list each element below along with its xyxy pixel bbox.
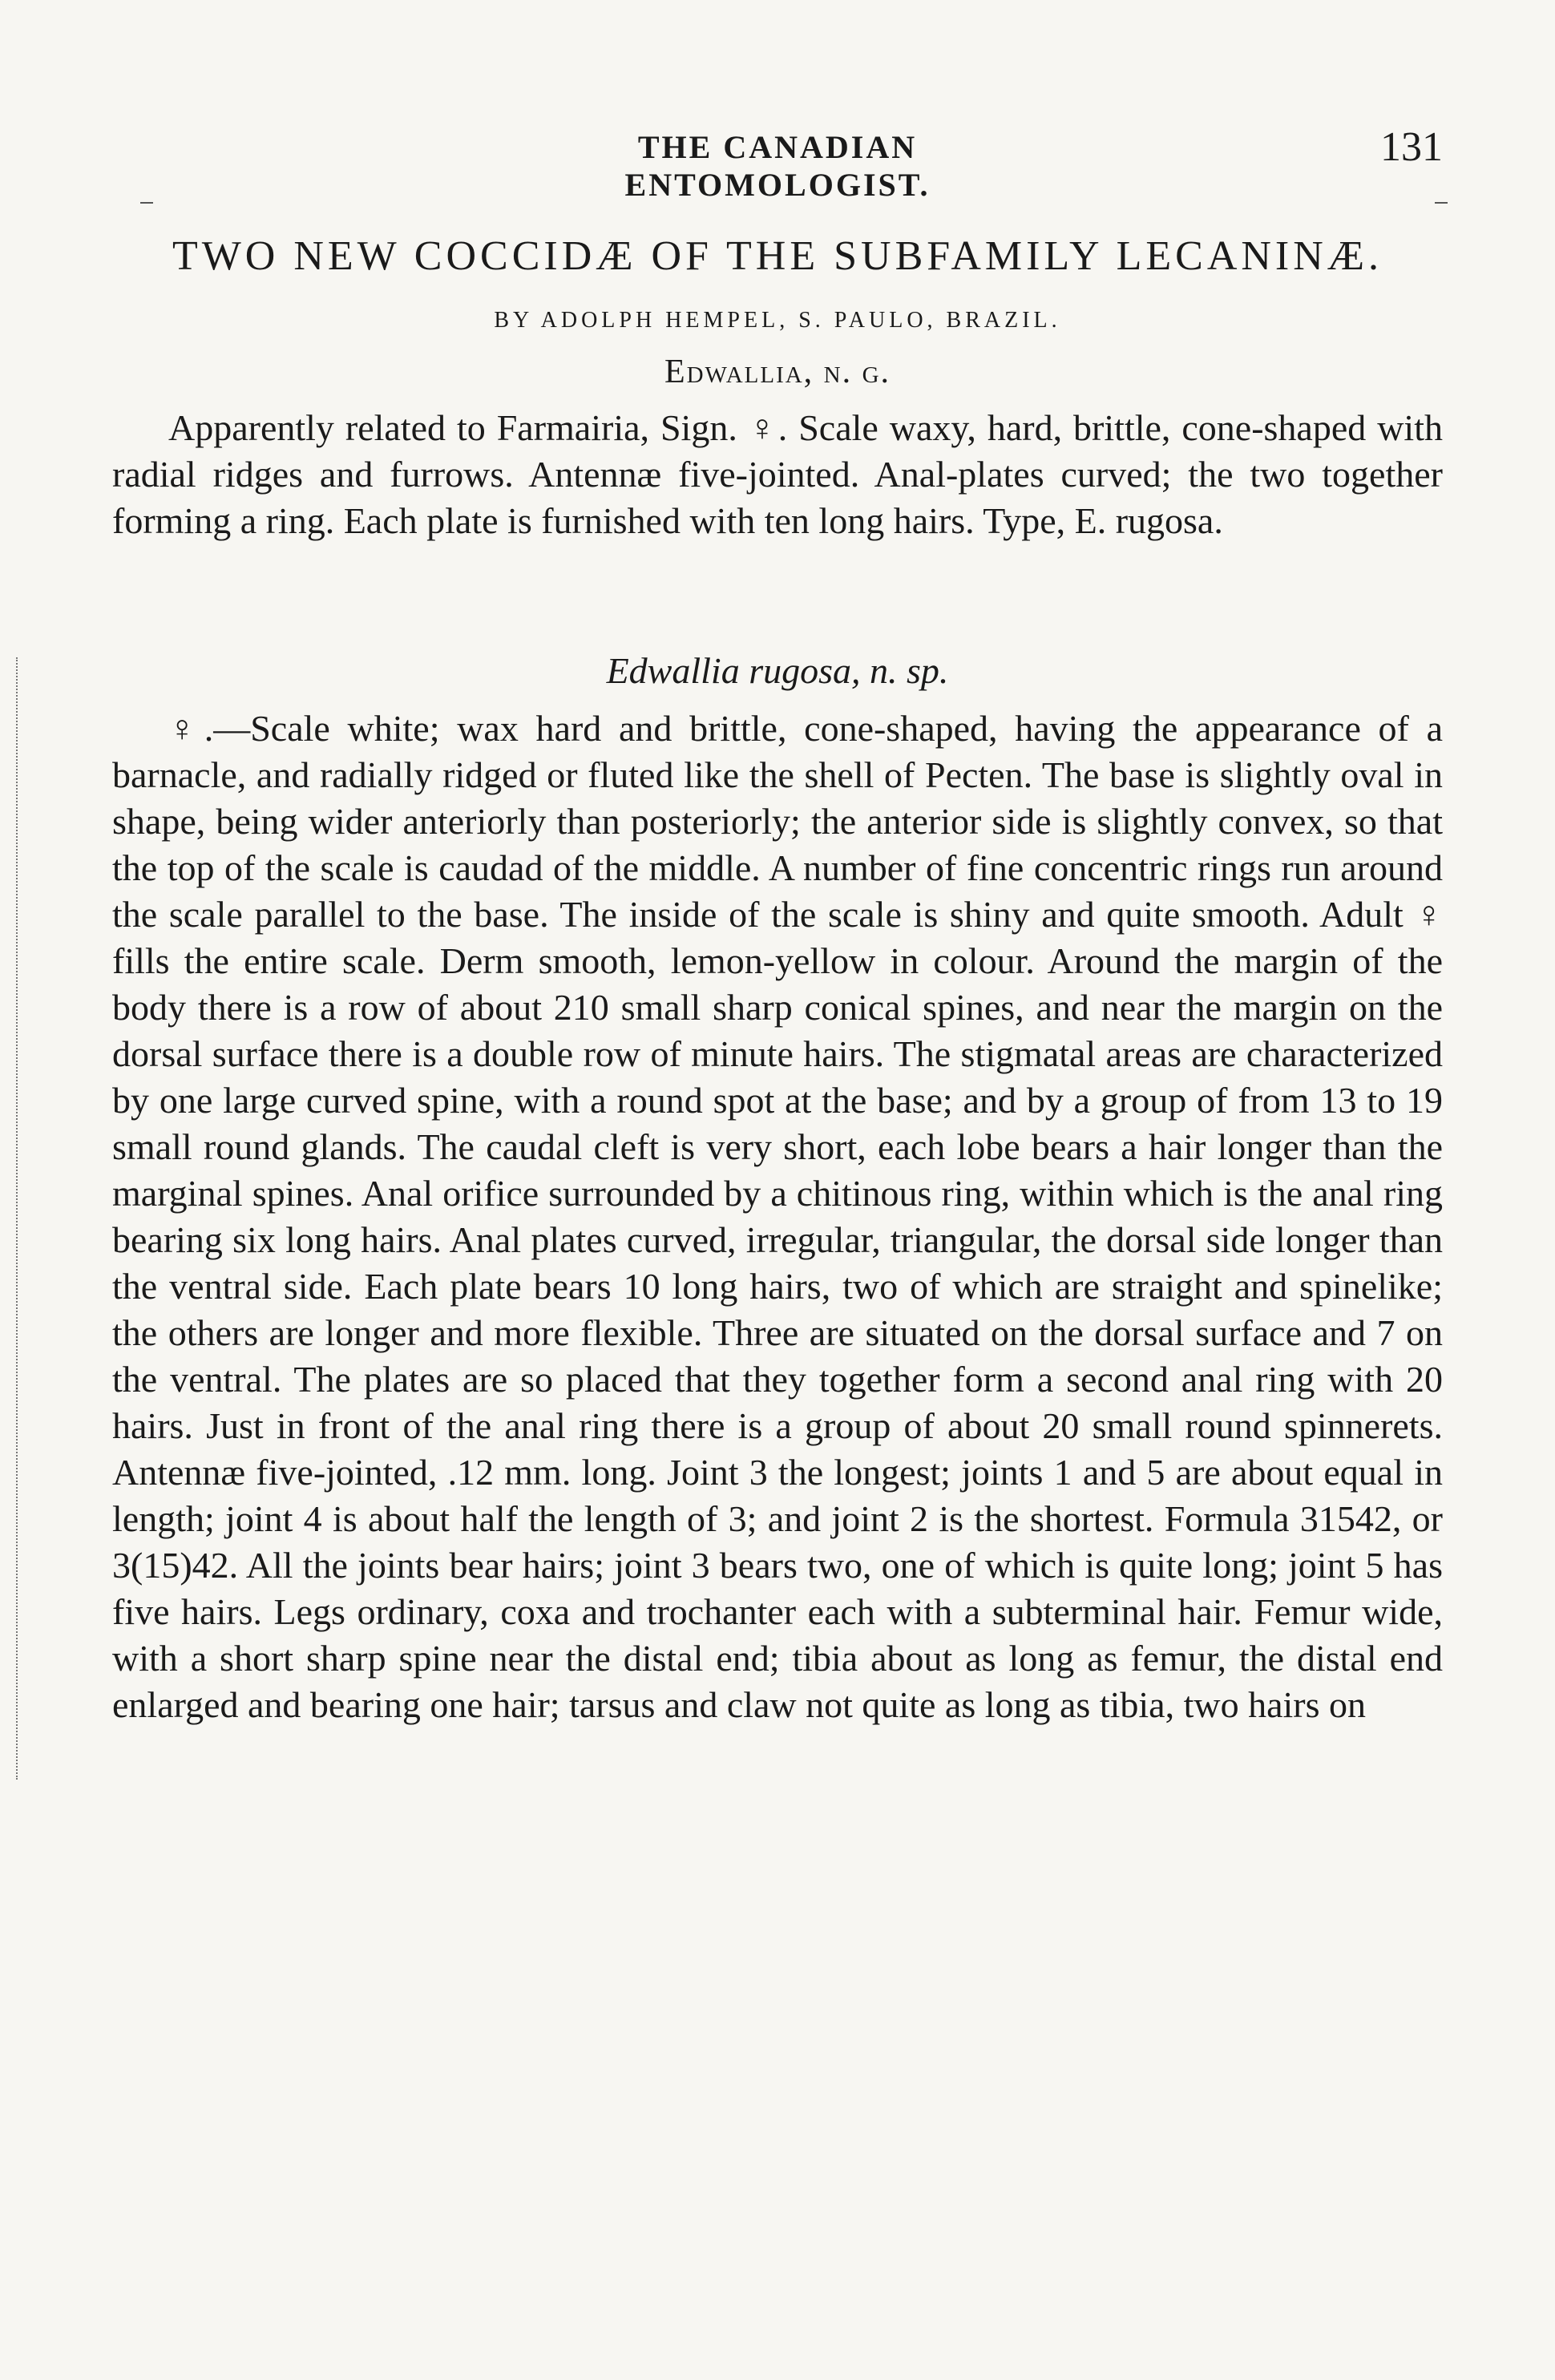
page-header — [112, 124, 1443, 203]
scan-margin-marks — [16, 657, 50, 1780]
species-heading: Edwallia rugosa, n. sp. — [606, 650, 949, 691]
author-byline: BY ADOLPH HEMPEL, S. PAULO, BRAZIL. — [494, 308, 1061, 333]
article-title: TWO NEW COCCIDÆ OF THE SUBFAMILY LECANINÆ. — [172, 233, 1383, 279]
running-title: THE CANADIAN ENTOMOLOGIST. — [624, 129, 931, 203]
header-rule-left — [140, 202, 153, 204]
header-rule-right — [1435, 202, 1448, 204]
species-description: ♀.—Scale white; wax hard and brittle, cone-shaped, having the appearance of a barnacle, and radially ridged or fluted like the shell of Pecten. The base is slightly oval in shape, being wider anteriorly than posteriorly; the anterior side is slightly convex, so that the top of the scale is caudad of the middle. A number of fine concentric rings run around the scale parallel to the base. The inside of the scale is shiny and quite smooth. Adult ♀ fills the entire scale. Derm smooth, lemon-yellow in colour. Around the margin of the body there is a row of about 210 small sharp conical spines, and near the margin on the dorsal surface there is a double row of minute hairs. The stigmatal areas are characterized by one large curved spine, with a round spot at the base; and by a group of from 13 to 19 small round glands. The caudal cleft is very short, each lobe bears a hair longer than the marginal spines. Anal orifice surrounded by a chitinous ring, within which is the anal ring bearing six long hairs. Anal plates curved, irregular, triangular, the dorsal side longer than the ventral side. Each plate bears 10 long hairs, two of which are straight and spinelike; the others are longer and more flexible. Three are situated on the dorsal surface and 7 on the ventral. The plates are so placed that they together form a second anal ring with 20 hairs. Just in front of the anal ring there is a group of about 20 small round spinnerets. Antennæ five-jointed, .12 mm. long. Joint 3 the longest; joints 1 and 5 are about equal in length; joint 4 is about half the length of 3; and joint 2 is the shortest. Formula 31542, or 3(15)42. All the joints bear hairs; joint 3 bears two, one of which is quite long; joint 5 has five hairs. Legs ordinary, coxa and trochanter each with a subterminal hair. Femur wide, with a short sharp spine near the distal end; tibia about as long as femur, the distal end enlarged and bearing one hair; tarsus and claw not quite as long as tibia, two hairs on — [112, 708, 1443, 1725]
genus-heading: Edwallia, n. g. — [664, 354, 891, 390]
genus-description: Apparently related to Farmairia, Sign. ♀. Scale waxy, hard, brittle, cone-shaped with radial ridges and furrows. Antennæ five-jointed. Anal-plates curved; the two together forming a ring. Each plate is furnished with ten long hairs. Type, E. rugosa. — [112, 407, 1443, 541]
page-number: 131 — [1380, 124, 1443, 170]
